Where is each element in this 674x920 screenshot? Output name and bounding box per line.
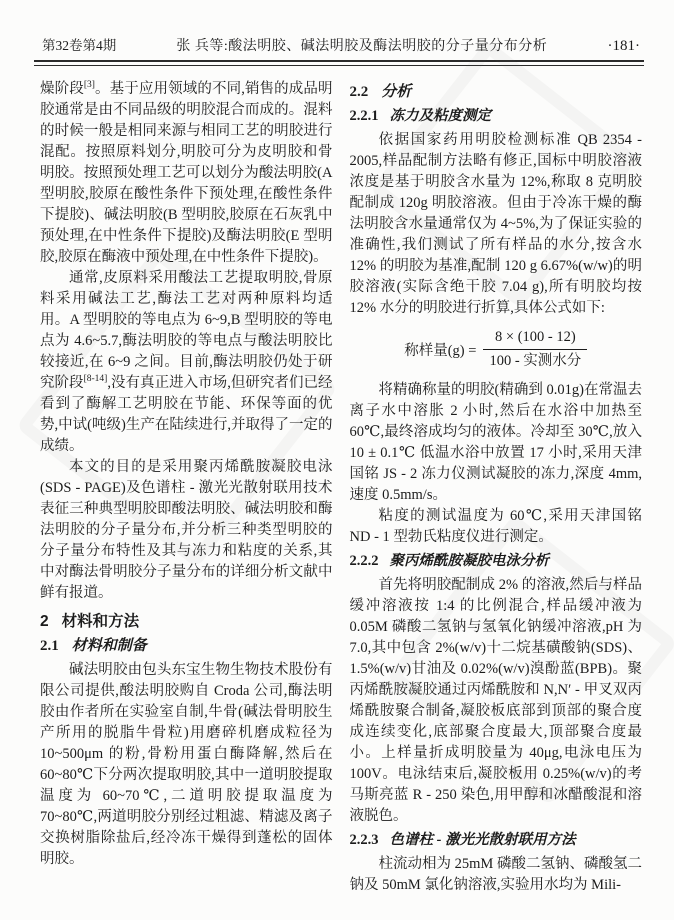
running-title: 张 兵等:酸法明胶、碱法明胶及酶法明胶的分子量分布分析 — [176, 39, 548, 54]
heading-number: 2.2 — [349, 84, 369, 100]
heading-number: 2.2.2 — [349, 553, 379, 569]
citation-superscript: [8-14] — [83, 374, 108, 385]
section-heading-page-electrophoresis — [350, 551, 643, 572]
citation-superscript: [3] — [83, 80, 95, 91]
paragraph-purpose: 本文的目的是采用聚丙烯酰胺凝胶电泳(SDS - PAGE)及色谱柱 - 激光光散射联用技术表征三种典型明胶即酸法明胶、碱法明胶和酶法明胶的分子量分布,并分析三种类型明胶的分子量分布特性及其与冻力和粘度的关系,其中对酶法骨明胶分子量分布的详细分析文献中鲜有报道。 — [40, 459, 333, 601]
heading-title: 冻力及粘度测定 — [389, 108, 491, 124]
heading-number: 2.1 — [40, 638, 59, 654]
text-run: 。基于应用领域的不同,销售的成品明胶通常是由不同品级的明胶混合而成的。混料的时候一般是相同来源与相同工艺的明胶进行混配。按照原料划分,明胶可分为皮明胶和骨明胶。按照预处理工艺可以划分为酸法明胶(A 型明胶,胶原在酸性条件下预处理,在酸性条件下提胶)、碱法明胶(B 型明胶,胶原在石灰乳中预处理,在中性条件下提胶)及酶法明胶(E 型明胶,胶原在酶液中预处理,在中性条件下提胶)。 — [40, 81, 333, 265]
section-heading-analysis — [350, 82, 643, 103]
text-run: 燥阶段 — [40, 81, 84, 97]
paragraph-preparation: 碱法明胶由包头东宝生物生物技术股份有限公司提供,酸法明胶购自 Croda 公司,酶法明胶由作者所在实验室自制,牛骨(碱法骨明胶生产所用的脱脂牛骨粒)用磨碎机磨成粒径为 10~500μm 的粉,骨粉用蛋白酶降解,然后在 60~80℃下分两次提取明胶,其中一道明胶提取温度为 60~70℃,二道明胶提取温度为 70~80℃,两道明胶分别经过粗滤、精滤及离子交换树脂除盐后,经冷冻干燥得到蓬松的固体明胶。 — [40, 662, 333, 867]
paragraph-bloom-test: 将精确称量的明胶(精确到 0.01g)在常温去离子水中溶胀 2 小时,然后在水浴中加热至 60℃,最终溶成均匀的液体。冷却至 30℃,放入 10 ± 0.1℃ 低温水浴中放置 17 小时,采用天津国铭 JS - 2 冻力仪测试凝胶的冻力,深度 4mm,速度 0.5mm/s。 — [349, 382, 642, 503]
paragraph-mobile-phase: 柱流动相为 25mM 磷酸二氢钠、磷酸氢二钠及 50mM 氯化钠溶液,实验用水均为 Mili- — [349, 856, 642, 893]
section-heading-preparation — [40, 636, 333, 657]
left-column — [40, 79, 333, 896]
right-column — [350, 79, 643, 896]
fraction — [483, 328, 587, 371]
heading-title: 材料和方法 — [61, 613, 140, 630]
section-heading-column-light-scattering — [350, 830, 643, 851]
header-double-rule — [34, 60, 644, 66]
text-run: ,没有真正进入市场,但研究者们已经看到了酶解工艺明胶在节能、环保等面的优势,中试(吨级)生产在陆续进行,并取得了一定的成绩。 — [40, 375, 333, 454]
paragraph-isoelectric — [40, 268, 333, 457]
paragraph-standard: 依据国家药用明胶检测标准 QB 2354 - 2005,样品配制方法略有修正,国标中明胶溶液浓度是基于明胶含水量为 12%,称取 8 克明胶配制成 120g 明胶溶液。但由于冷冻干燥的酶法明胶含水量通常仅为 4~5%,为了保证实验的准确性,我们测试了所有样品的水分,按含水 12% 的明胶为基准,配制 120 g 6.67%(w/w)的明胶溶液(实际含绝干胶 7.04 g),所有明胶均按 12% 水分的明胶进行折算,具体公式如下: — [349, 132, 642, 316]
formula-denominator: 100 - 实测水分 — [489, 353, 582, 369]
section-heading-bloom-viscosity — [350, 106, 643, 127]
formula-lhs: 称样量(g) = — [404, 343, 477, 359]
heading-title: 分析 — [381, 84, 412, 100]
paragraph-page-method: 首先将明胶配制成 2% 的溶液,然后与样品缓冲溶液按 1:4 的比例混合,样品缓冲液为 0.05M 磷酸二氢钠与氢氧化钠缓冲溶液,pH 为 7.0,其中包含 2%(w/v)十二烷基磺酸钠(SDS)、1.5%(w/v)甘油及 0.02%(w/v)溴酚蓝(BPB)。聚丙烯酰胺凝胶通过丙烯酰胺和 N,N′ - 甲叉双丙烯酰胺聚合制备,凝胶板底部到顶部的聚合度成连续变化,底部聚合度最大,顶部聚合度最小。上样量折成明胶量为 40μg,电泳电压为 100V。电泳结束后,凝胶板用 0.25%(w/v)的考马斯亮蓝 R - 250 染色,用甲醇和冰醋酸混和溶液脱色。 — [349, 577, 642, 824]
page-number: ·181· — [607, 38, 640, 54]
content-columns — [40, 79, 642, 896]
formula-sample-weight — [350, 328, 643, 371]
heading-title: 材料和制备 — [71, 638, 147, 654]
paragraph-continuation — [40, 79, 333, 268]
heading-title: 色谱柱 - 激光光散射联用方法 — [389, 832, 576, 848]
heading-title: 聚丙烯酰胺凝胶电泳分析 — [389, 553, 549, 569]
journal-issue: 第32卷第4期 — [42, 38, 117, 53]
formula-numerator: 8 × (100 - 12) — [483, 328, 587, 350]
heading-number: 2.2.1 — [349, 108, 379, 124]
text-run: 通常,皮原料采用酸法工艺提取明胶,骨原料采用碱法工艺,酶法工艺对两种原料均适用。A 型明胶的等电点为 6~9,B 型明胶的等电点为 4.6~5.7,酶法明胶的等电点与酸法明胶比较接近,在 6~9 之间。目前,酶法明胶仍处于研究阶段 — [40, 270, 333, 391]
heading-number: 2 — [40, 613, 49, 630]
heading-number: 2.2.3 — [349, 832, 379, 848]
page-header — [42, 34, 640, 55]
section-heading-materials — [40, 611, 333, 632]
paragraph-viscosity: 粘度的测试温度为 60℃,采用天津国铭 ND - 1 型勃氏粘度仪进行测定。 — [349, 508, 642, 545]
